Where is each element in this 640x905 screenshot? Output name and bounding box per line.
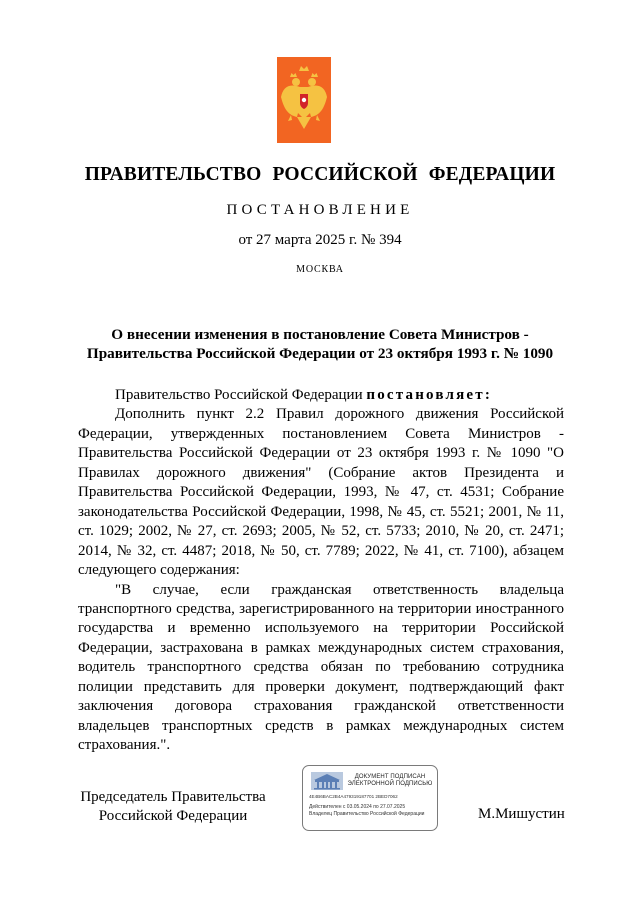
signer-position-line: Председатель Правительства [80, 789, 266, 805]
signer-position-line: Российской Федерации [98, 807, 248, 824]
intro-action: постановляет: [366, 387, 493, 403]
esign-owner: Владелец Правительство Российской Федерации [309, 811, 425, 817]
government-building-icon [311, 772, 343, 790]
esign-heading-line: ЭЛЕКТРОННОЙ ПОДПИСЬЮ [347, 781, 433, 787]
government-title: ПРАВИТЕЛЬСТВО РОССИЙСКОЙ ФЕДЕРАЦИИ [84, 164, 556, 185]
intro-paragraph [78, 386, 564, 405]
signer-position [78, 788, 268, 825]
esign-heading [345, 774, 435, 788]
document-subject: О внесении изменения в постановление Совета Министров - Правительства Российской Федерации от 23 октября 1993 г. № 1090 [86, 326, 554, 362]
esign-certificate-number: 4E4B6BAC2B4A479319187701 2BED7062 [309, 794, 398, 799]
document-type: ПОСТАНОВЛЕНИЕ [226, 202, 414, 218]
document-date-number: от 27 марта 2025 г. № 394 [238, 232, 402, 248]
body-paragraph: Дополнить пункт 2.2 Правил дорожного движения Российской Федерации, утвержденных постановлением Совета Министров - Правительства Российской Федерации от 23 октября 1993 г. № 1090 "О Правилах дорожного движения" (Собрание актов Президента и Правительства Российской Федерации, 1993, № 47, ст. 4531; Собрание законодательства Российской Федерации, 1998, № 45, ст. 5521; 2001, № 11, ст. 1029; 2002, № 27, ст. 2693; 2005, № 52, ст. 5733; 2010, № 20, ст. 2471; 2014, № 32, ст. 4487; 2018, № 50, ст. 7789; 2022, № 41, ст. 7100), абзацем следующего содержания: [78, 406, 564, 579]
electronic-signature-stamp [302, 765, 438, 831]
intro-text: Правительство Российской Федерации [115, 387, 363, 403]
esign-heading-line: ДОКУМЕНТ ПОДПИСАН [354, 774, 426, 780]
signer-name: М.Мишустин [478, 806, 565, 822]
esign-validity: Действителен с 03.05.2024 по 27.07.2025 [309, 804, 406, 810]
document-body [78, 386, 564, 756]
russian-coat-of-arms-icon [277, 57, 331, 143]
body-paragraph-quote: "В случае, если гражданская ответственность владельца транспортного средства, зарегистрированного на территории иностранного государства и временно используемого на территории Российской Федерации, застрахована в рамках международных систем страхования, водитель транспортного средства обязан по требованию сотрудника полиции представить для проверки документ, подтверждающий факт заключения договора страхования гражданской ответственности владельцев транспортных средств в рамках международных систем страхования.". [78, 581, 564, 754]
document-city: МОСКВА [296, 264, 344, 275]
